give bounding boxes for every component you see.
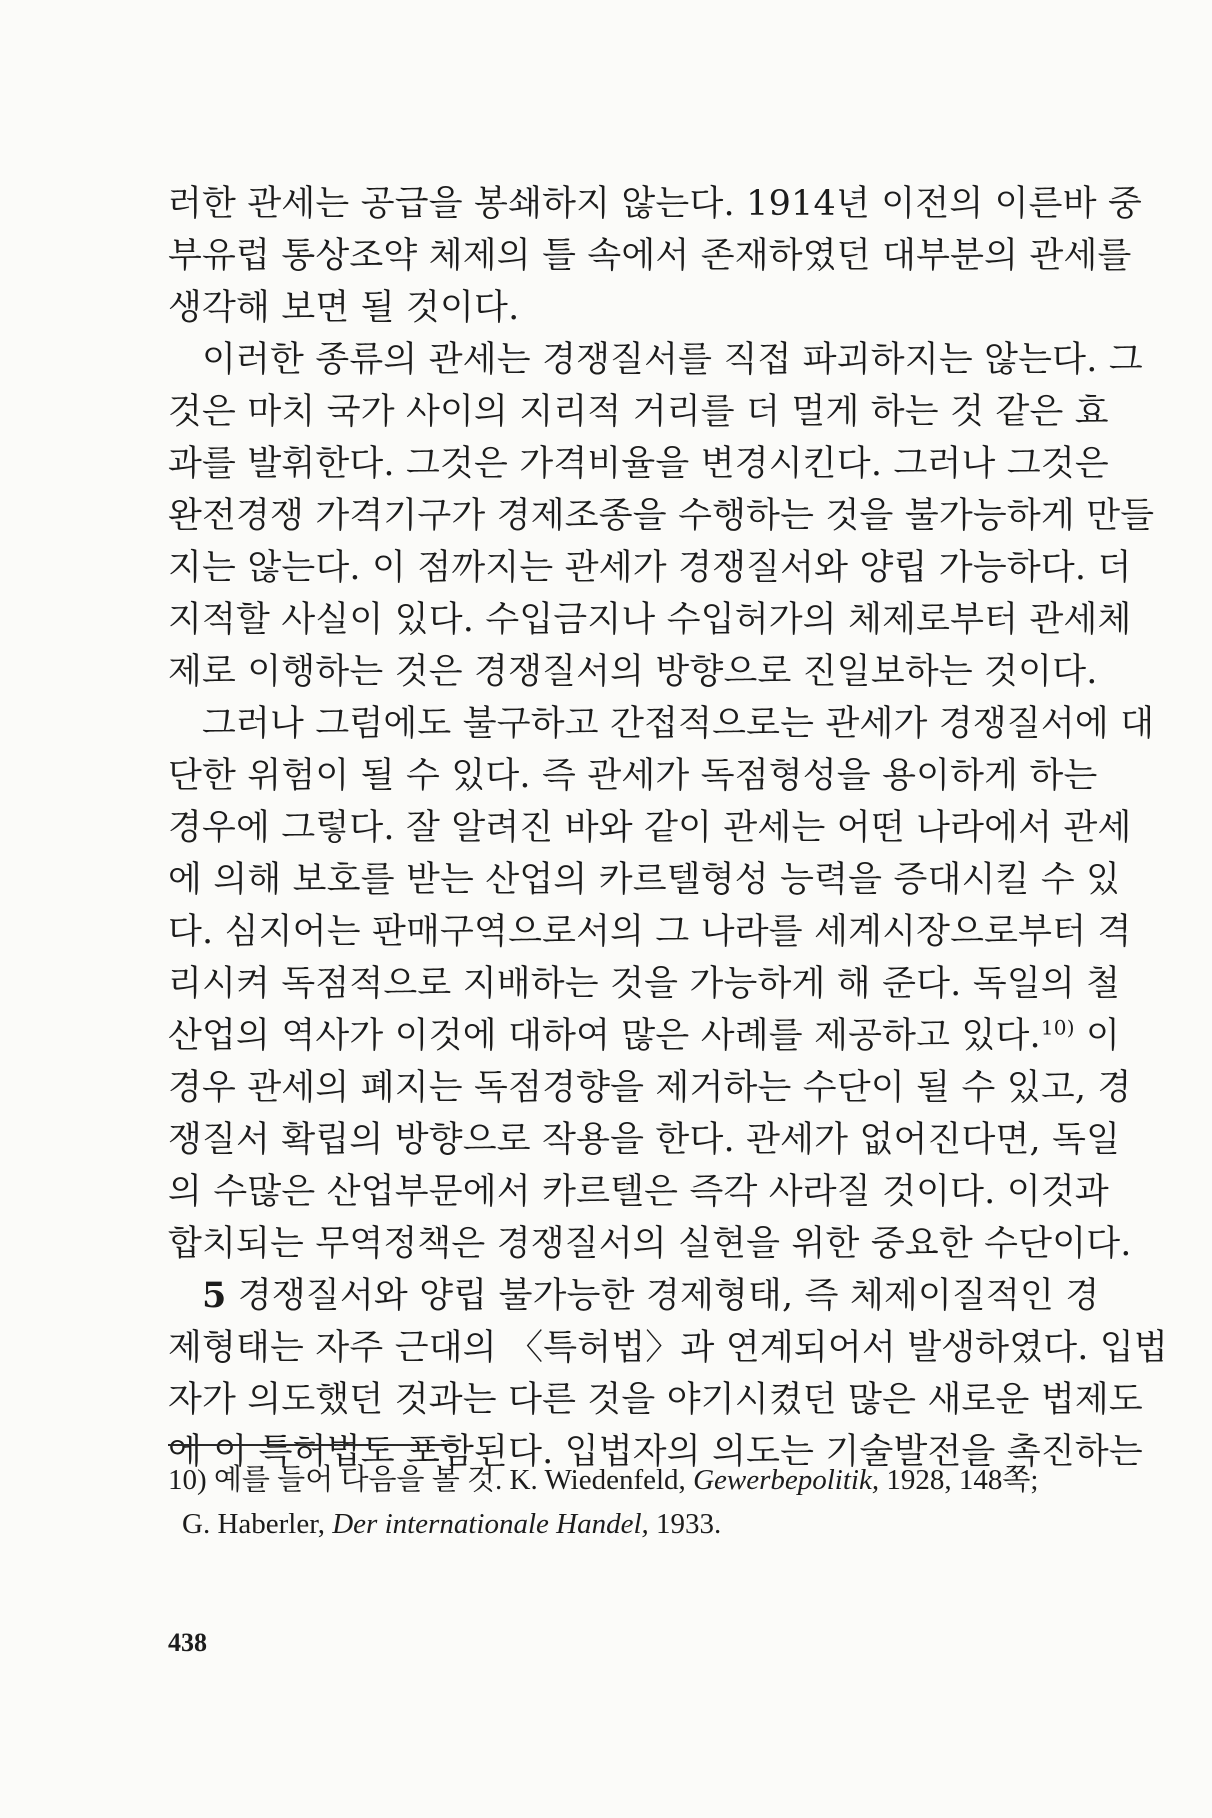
text-line: 자가 의도했던 것과는 다른 것을 야기시켰던 많은 새로운 법제도 [168, 1380, 1143, 1420]
text-line: 러한 관세는 공급을 봉쇄하지 않는다. 1914년 이전의 이른바 중 [168, 184, 1143, 224]
body-text [168, 178, 1168, 1478]
footnote-line [168, 1458, 1060, 1502]
footnote-title: Der internationale Handel, [332, 1508, 649, 1540]
page-number: 438 [168, 1628, 207, 1657]
text-line: 경우 관세의 폐지는 독점경향을 제거하는 수단이 될 수 있고, 경 [168, 1068, 1132, 1108]
text-span: 경쟁질서와 양립 불가능한 경제형태, 즉 체제이질적인 경 [226, 1276, 1100, 1316]
text-line: 경우에 그렇다. 잘 알려진 바와 같이 관세는 어떤 나라에서 관세 [168, 808, 1132, 848]
text-span: 이 [1074, 1016, 1121, 1056]
text-line: 의 수많은 산업부문에서 카르텔은 즉각 사라질 것이다. 이것과 [168, 1172, 1109, 1212]
text-line: 리시켜 독점적으로 지배하는 것을 가능하게 해 준다. 독일의 철 [168, 964, 1121, 1004]
text-line: 단한 위험이 될 수 있다. 즉 관세가 독점형성을 용이하게 하는 [168, 756, 1098, 796]
text-span: 산업의 역사가 이것에 대하여 많은 사례를 제공하고 있다. [168, 1016, 1041, 1056]
text-line [168, 1010, 1121, 1062]
text-line: 완전경쟁 가격기구가 경제조종을 수행하는 것을 불가능하게 만들 [168, 496, 1155, 536]
footnote-text: G. Haberler, [182, 1508, 333, 1540]
section-start-line [168, 1270, 1100, 1322]
text-line: 합치되는 무역정책은 경쟁질서의 실현을 위한 중요한 수단이다. [168, 1224, 1132, 1264]
footnote-text: 1933. [648, 1508, 722, 1540]
text-line: 생각해 보면 될 것이다. [168, 288, 520, 328]
section-number: 5 [202, 1275, 227, 1316]
footnote-divider [168, 1444, 456, 1446]
text-line: 것은 마치 국가 사이의 지리적 거리를 더 멀게 하는 것 같은 효 [168, 392, 1109, 432]
footnote-reference[interactable]: 10) [1040, 1015, 1075, 1040]
text-line: 제형태는 자주 근대의 〈특허법〉과 연계되어서 발생하였다. 입법 [168, 1328, 1168, 1368]
text-line: 지적할 사실이 있다. 수입금지나 수입허가의 체제로부터 관세체 [168, 600, 1132, 640]
text-line: 에 이 특허법도 포함된다. 입법자의 의도는 기술발전을 촉진하는 [168, 1432, 1143, 1472]
footnote-line [168, 1502, 1060, 1546]
text-line: 지는 않는다. 이 점까지는 관세가 경쟁질서와 양립 가능하다. 더 [168, 548, 1132, 588]
text-line: 과를 발휘한다. 그것은 가격비율을 변경시킨다. 그러나 그것은 [168, 444, 1109, 484]
paragraph-start-line: 이러한 종류의 관세는 경쟁질서를 직접 파괴하지는 않는다. 그 [202, 340, 1143, 380]
footnote-title: Gewerbepolitik, [693, 1464, 880, 1496]
paragraph-start-line: 그러나 그럼에도 불구하고 간접적으로는 관세가 경쟁질서에 대 [202, 704, 1155, 744]
text-line: 다. 심지어는 판매구역으로서의 그 나라를 세계시장으로부터 격 [168, 912, 1132, 952]
text-line: 제로 이행하는 것은 경쟁질서의 방향으로 진일보하는 것이다. [168, 652, 1098, 692]
text-line: 부유럽 통상조약 체제의 틀 속에서 존재하였던 대부분의 관세를 [168, 236, 1132, 276]
text-line: 에 의해 보호를 받는 산업의 카르텔형성 능력을 증대시킬 수 있 [168, 860, 1121, 900]
text-line: 쟁질서 확립의 방향으로 작용을 한다. 관세가 없어진다면, 독일 [168, 1120, 1121, 1160]
footnote-text: 10) 예를 들어 다음을 볼 것. K. Wiedenfeld, [168, 1464, 694, 1496]
footnote-area [168, 1458, 1060, 1546]
footnote-text: 1928, 148쪽; [879, 1464, 1039, 1496]
